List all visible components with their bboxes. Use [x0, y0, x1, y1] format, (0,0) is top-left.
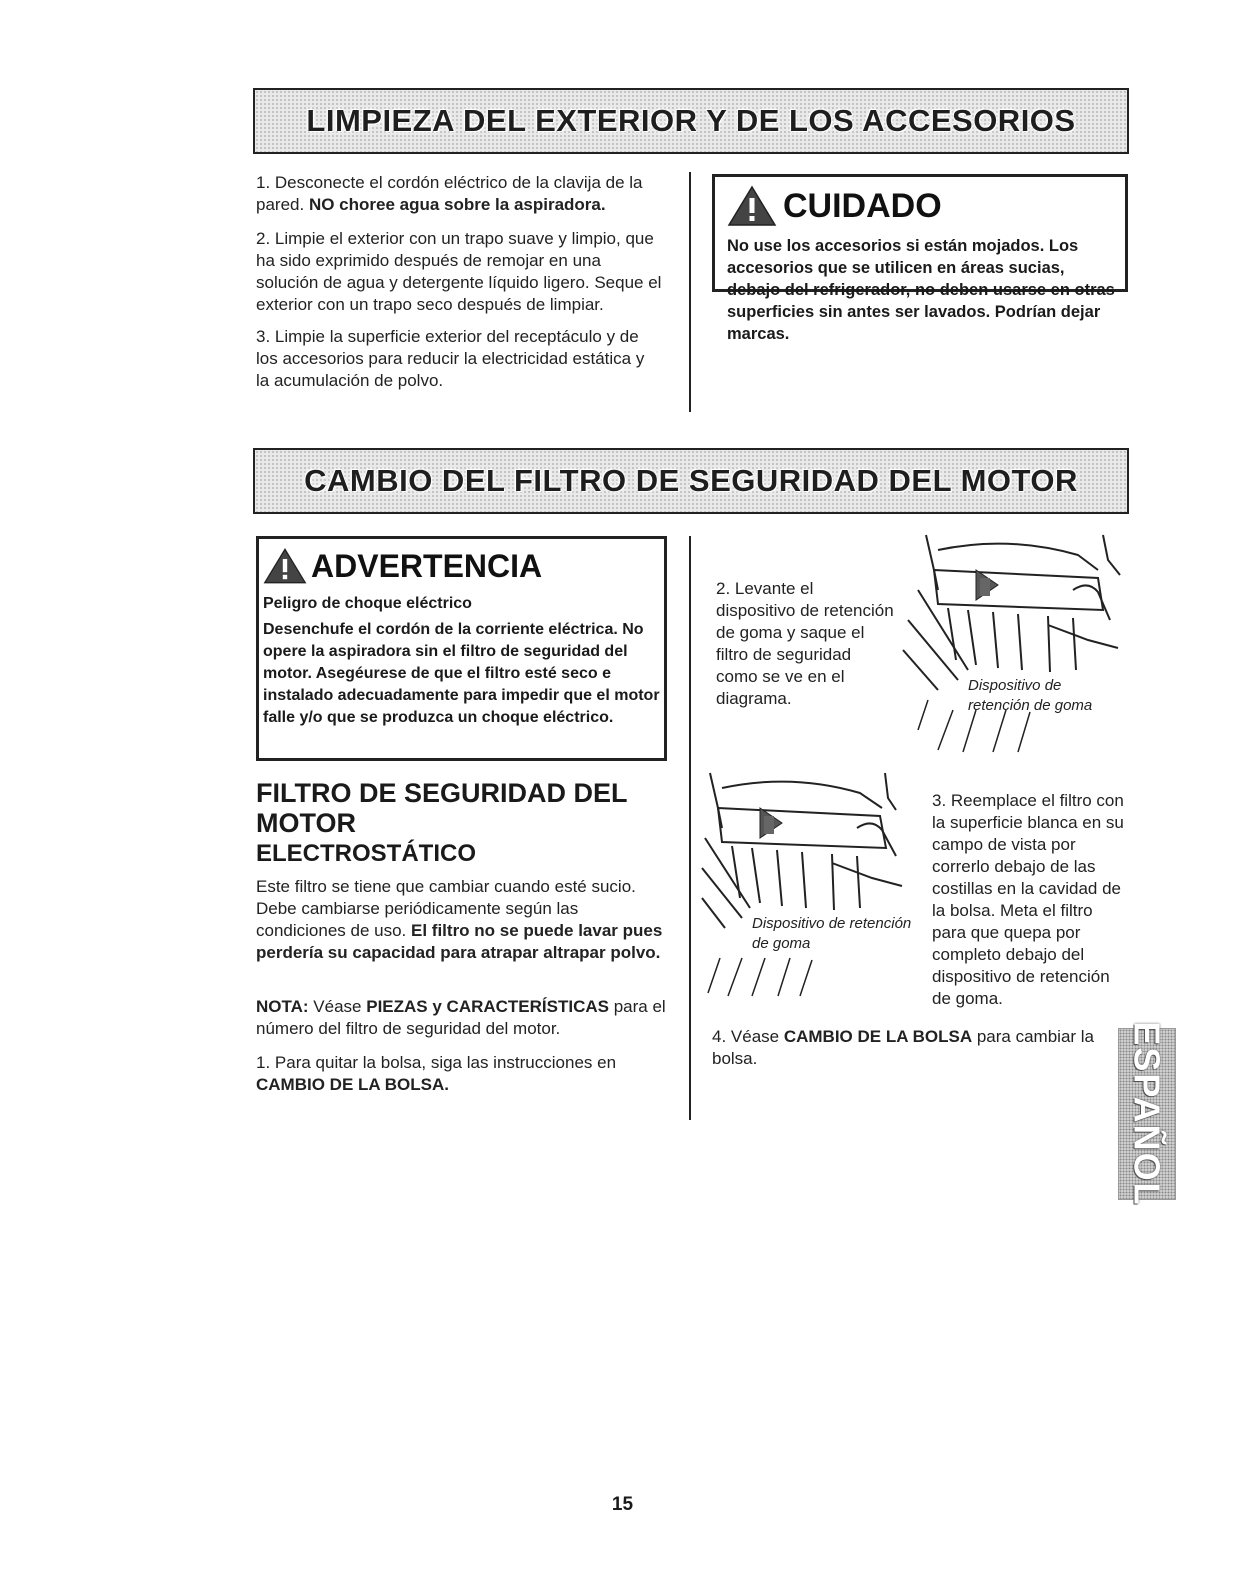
- warning-subtitle: Peligro de choque eléctrico: [263, 595, 472, 612]
- warning-header: [263, 547, 660, 585]
- cleaning-step-3: 3. Limpie la superficie exterior del receptáculo y de los accesorios para reducir la electricidad estática y la acumulación de polvo.: [256, 327, 645, 390]
- caution-header: [727, 185, 1115, 227]
- filter-step-1: 1. Para quitar la bolsa, siga las instrucciones en CAMBIO DE LA BOLSA.: [256, 1053, 617, 1094]
- filter-diagram-1: [898, 530, 1130, 765]
- filter-heading: FILTRO DE SEGURIDAD DEL MOTOR: [256, 778, 628, 838]
- diagram-2-caption: Dispositivo de retención de goma: [752, 915, 912, 952]
- caution-box: [712, 174, 1128, 343]
- filter-description: Este filtro se tiene que cambiar cuando esté sucio. Debe cambiarse periódicamente según las condiciones de uso. El filtro no se puede lavar pues perdería su capacidad para atrapar altrapar polvo.: [256, 877, 663, 962]
- warning-body: Desenchufe el cordón de la corriente eléctrica. No opere la aspiradora sin el filtro de seguridad del motor. Asegéurese de que el filtro esté seco e instalado adecuadamente para impedir que el motor falle y/o que se produzca un choque eléctrico.: [263, 621, 660, 726]
- caution-title: CUIDADO: [783, 186, 942, 225]
- warning-triangle-icon: [727, 185, 777, 227]
- column-divider: [689, 820, 691, 1120]
- filter-subheading: ELECTROSTÁTICO: [256, 840, 476, 867]
- filter-note: NOTA: Véase PIEZAS y CARACTERÍSTICAS para el número del filtro de seguridad del motor.: [256, 997, 666, 1038]
- section-title-cleaning: LIMPIEZA DEL EXTERIOR Y DE LOS ACCESORIOS: [306, 103, 1076, 138]
- language-tab-label: ESPAÑOL: [1127, 1021, 1169, 1207]
- page-number: 15: [611, 1494, 634, 1515]
- filter-step-3: 3. Reemplace el filtro con la superficie blanca en su campo de vista por correrlo debajo de las costillas en la cavidad de la bolsa. Meta el filtro para que quepa por completo debajo del dispositivo de retención de goma.: [932, 791, 1124, 1008]
- filter-diagram-2: [700, 768, 925, 1003]
- warning-title: ADVERTENCIA: [311, 547, 543, 584]
- cleaning-step-1: 1. Desconecte el cordón eléctrico de la clavija de la pared. NO choree agua sobre la aspiradora.: [256, 173, 643, 214]
- column-divider: [689, 536, 691, 821]
- section-banner-cleaning: [253, 88, 1129, 154]
- filter-step-4: 4. Véase CAMBIO DE LA BOLSA para cambiar la bolsa.: [712, 1027, 1095, 1068]
- column-divider: [689, 172, 691, 412]
- warning-triangle-icon: [263, 547, 307, 585]
- warning-box: [256, 536, 667, 761]
- section-title-filter: CAMBIO DEL FILTRO DE SEGURIDAD DEL MOTOR: [304, 463, 1078, 498]
- section-banner-filter: [253, 448, 1129, 514]
- caution-body: No use los accesorios si están mojados. Los accesorios que se utilicen en áreas sucias, debajo del refrigerador, no deben usarse en otras superficies sin antes ser lavados. Podrían dejar marcas.: [727, 237, 1115, 343]
- language-tab: [1118, 1021, 1176, 1207]
- filter-step-2: 2. Levante el dispositivo de retención de goma y saque el filtro de seguridad como se ve en el diagrama.: [716, 579, 894, 708]
- cleaning-step-2: 2. Limpie el exterior con un trapo suave y limpio, que ha sido exprimido después de remojar en una solución de agua y detergente líquido ligero. Seque el exterior con un trapo seco después de limpiar.: [256, 229, 662, 314]
- diagram-1-caption: Dispositivo de retención de goma: [968, 677, 1093, 714]
